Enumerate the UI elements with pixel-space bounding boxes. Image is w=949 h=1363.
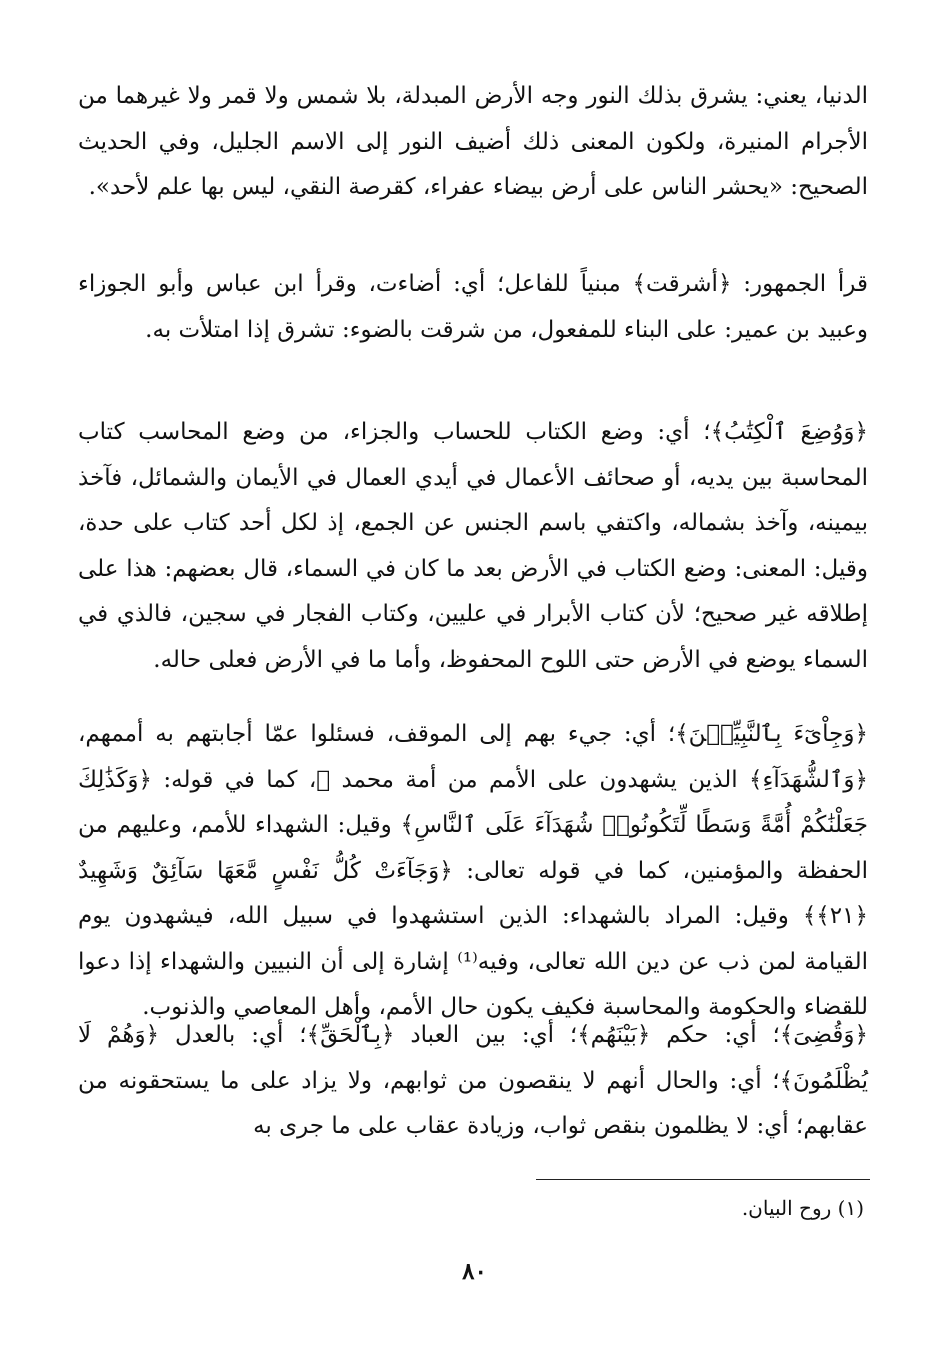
paragraph-3: ﴿وَوُضِعَ ٱلْكِتَٰبُ﴾؛ أي: وضع الكتاب للحساب والجزاء، من وضع المحاسب كتاب المحاسبة بين يديه، أو صحائف الأعمال في أيدي العمال في الأيمان والشمائل، فآخذ بيمينه، وآخذ بشماله، واكتفي باسم الجنس عن الجمع، إذ لكل أحد كتاب على حدة، وقيل: المعنى: وضع الكتاب في الأرض بعد ما كان في السماء، قال بعضهم: هذا على إطلاقه غير صحيح؛ لأن كتاب الأبرار في عليين، وكتاب الفجار في سجين، فالذي في السماء يوضع في الأرض حتى اللوح المحفوظ، وأما ما في الأرض فعلى حاله. xyxy=(78,419,868,673)
paragraph-5: ﴿وَقُضِىَ﴾؛ أي: حكم ﴿بَيْنَهُم﴾؛ أي: بين العباد ﴿بِٱلْحَقِّ﴾؛ أي: بالعدل ﴿وَهُمْ لَا يُظْلَمُونَ﴾؛ أي: والحال أنهم لا ينقصون من ثوابهم، ولا يزاد على ما يستحقونه من عقابهم؛ أي: لا يظلمون بنقص ثواب، وزيادة عقاب على ما جرى به xyxy=(78,1022,868,1139)
paragraph-2: قرأ الجمهور: ﴿أشرقت﴾ مبنياً للفاعل؛ أي: أضاءت، وقرأ ابن عباس وأبو الجوزاء وعبيد بن عمير: على البناء للمفعول، من شرقت بالضوء: تشرق إذا امتلأت به. xyxy=(78,271,868,343)
paragraph-4: ﴿وَجِاْىٓءَ بِٱلنَّبِيِّـۧنَ﴾؛ أي: جيء بهم إلى الموقف، فسئلوا عمّا أجابتهم به أممهم، ﴿وَٱلشُّهَدَآءِ﴾ الذين يشهدون على الأمم من أمة محمد ﷺ، كما في قوله: ﴿وَكَذَٰلِكَ جَعَلْنَٰكُمْ أُمَّةً وَسَطًا لِّتَكُونُوا۟ شُهَدَآءَ عَلَى ٱلنَّاسِ﴾ وقيل: الشهداء للأمم، وعليهم من الحفظة والمؤمنين، كما في قوله تعالى: ﴿وَجَآءَتْ كُلُّ نَفْسٍ مَّعَهَا سَآئِقٌ وَشَهِيدٌ ﴿٢١﴾﴾ وقيل: المراد بالشهداء: الذين استشهدوا في سبيل الله، فيشهدون يوم القيامة لمن ذب عن دين الله تعالى، وفيه⁽¹⁾ إشارة إلى أن النبيين والشهداء إذا دعوا للقضاء والحكومة والمحاسبة فكيف يكون حال الأمم، وأهل المعاصي والذنوب. xyxy=(78,721,868,1020)
footnote: (١) روح البيان. xyxy=(741,1196,864,1220)
paragraph-1: الدنيا، يعني: يشرق بذلك النور وجه الأرض المبدلة، بلا شمس ولا قمر ولا غيرهما من الأجرام المنيرة، ولكون المعنى ذلك أضيف النور إلى الاسم الجليل، وفي الحديث الصحيح: «يحشر الناس على أرض بيضاء عفراء، كقرصة النقي، ليس بها علم لأحد». xyxy=(78,83,868,200)
footnote-divider xyxy=(536,1179,870,1180)
page-number: ٨٠ xyxy=(462,1258,487,1285)
